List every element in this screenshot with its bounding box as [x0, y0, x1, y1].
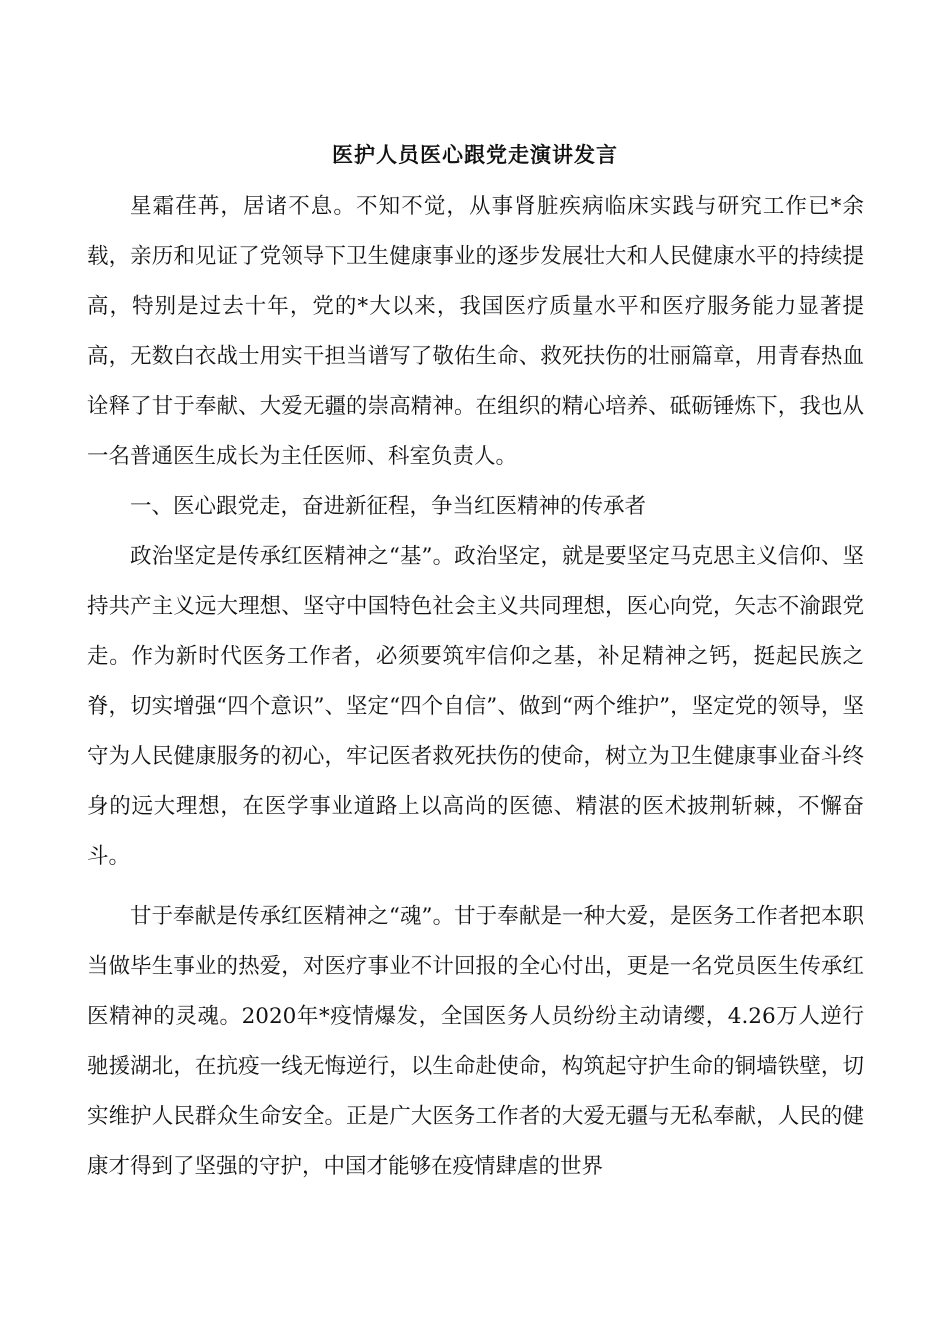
paragraph-dedication: 甘于奉献是传承红医精神之“魂”。甘于奉献是一种大爱，是医务工作者把本职当做毕生事业的热爱，对医疗事业不计回报的全心付出，更是一名党员医生传承红医精神的灵魂。2020年*疫情爆发，全国医务人员纷纷主动请缨，4.26万人逆行驰援湖北，在抗疫一线无悔逆行，以生命赴使命，构筑起守护生命的铜墙铁壁，切实维护人民群众生命安全。正是广大医务工作者的大爱无疆与无私奉献，人民的健康才得到了坚强的守护，中国才能够在疫情肆虐的世界 — [87, 904, 864, 1179]
document-body — [87, 182, 864, 1192]
document-title: 医护人员医心跟党走演讲发言 — [332, 142, 618, 167]
section-heading: 一、医心跟党走，奋进新征程，争当红医精神的传承者 — [130, 494, 647, 519]
paragraph-political: 政治坚定是传承红医精神之“基”。政治坚定，就是要坚定马克思主义信仰、坚持共产主义远大理想、坚守中国特色社会主义共同理想，医心向党，矢志不渝跟党走。作为新时代医务工作者，必须要筑牢信仰之基，补足精神之钙，挺起民族之脊，切实增强“四个意识”、坚定“四个自信”、做到“两个维护”，坚定党的领导，坚守为人民健康服务的初心，牢记医者救死扶伤的使命，树立为卫生健康事业奋斗终身的远大理想，在医学事业道路上以高尚的医德、精湛的医术披荆斩棘，不懈奋斗。 — [87, 544, 864, 869]
paragraph-intro: 星霜荏苒，居诸不息。不知不觉，从事肾脏疾病临床实践与研究工作已*余载，亲历和见证了党领导下卫生健康事业的逐步发展壮大和人民健康水平的持续提高，特别是过去十年，党的*大以来，我国医疗质量水平和医疗服务能力显著提高，无数白衣战士用实干担当谱写了敬佑生命、救死扶伤的壮丽篇章，用青春热血诠释了甘于奉献、大爱无疆的崇高精神。在组织的精心培养、砥砺锤炼下，我也从一名普通医生成长为主任医师、科室负责人。 — [87, 194, 864, 469]
